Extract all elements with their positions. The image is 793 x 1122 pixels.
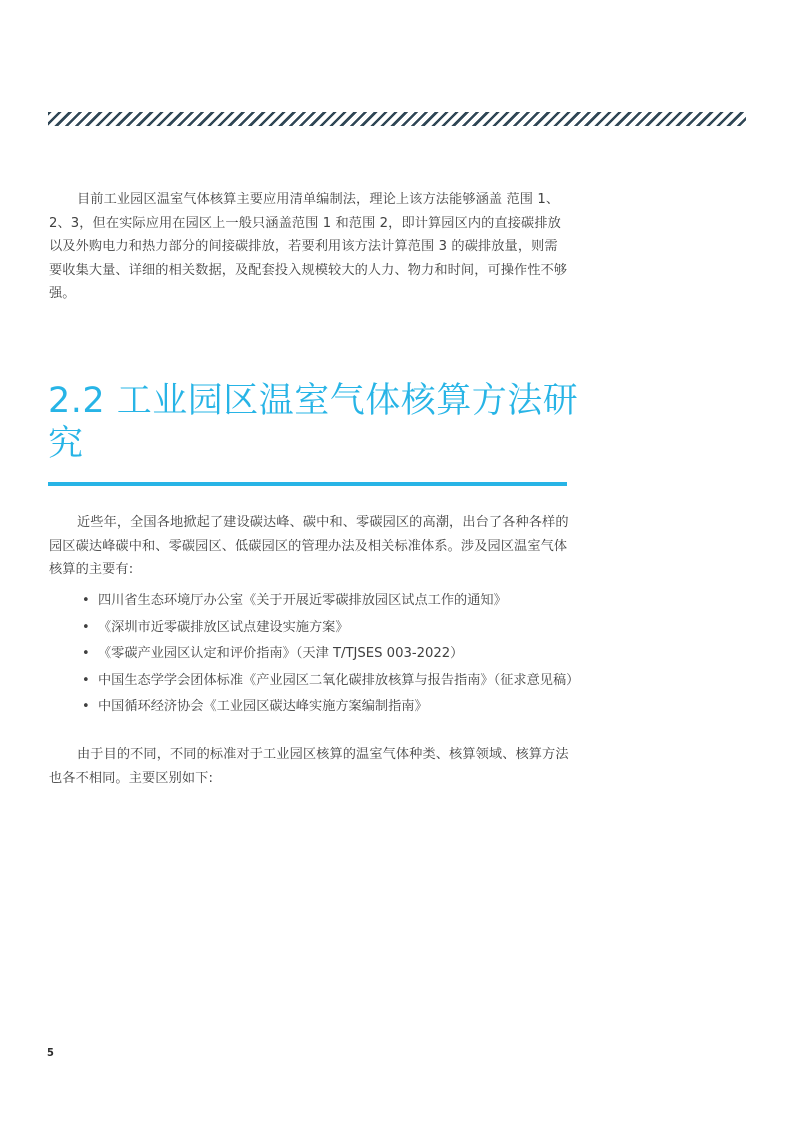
standards-list [49,590,579,723]
page-number: 5 [47,1046,54,1059]
list-item-text: 四川省生态环境厅办公室《关于开展近零碳排放园区试点工作的通知》 [98,593,507,608]
list-item-text: 《深圳市近零碳排放区试点建设实施方案》 [98,619,349,635]
header-hatch-band [48,112,746,126]
section-title: 2.2 工业园区温室气体核算方法研究 [48,381,579,464]
list-item [49,643,579,665]
bullet-icon: • [82,646,90,661]
intro-paragraph: 目前工业园区温室气体核算主要应用清单编制法，理论上该方法能够涵盖 范围 1、2、3，但在实际应用在园区上一般只涵盖范围 1 和范围 2，即计算园区内的直接碳排放以及外购电力和热力部分的间接碳排放，若要利用该方法计算范围 3 的碳排放量，则需要收集大量、详细的相关数据，及配套投入规模较大的人力、物力和时间，可操作性不够强。 [49,192,568,302]
list-item [49,670,579,692]
bullet-icon: • [82,672,90,688]
list-item [49,590,579,612]
bullet-icon: • [82,699,90,714]
bullet-icon: • [82,619,90,635]
section-paragraph: 近些年，全国各地掀起了建设碳达峰、碳中和、零碳园区的高潮，出台了各种各样的园区碳达峰碳中和、零碳园区、低碳园区的管理办法及相关标准体系。涉及园区温室气体核算的主要有: [49,515,569,578]
list-item-text: 中国循环经济协会《工业园区碳达峰实施方案编制指南》 [98,699,428,714]
list-item-text: 《零碳产业园区认定和评价指南》（天津 T/TJSES 003-2022） [98,646,464,661]
list-item [49,617,579,639]
closing-paragraph: 由于目的不同，不同的标准对于工业园区核算的温室气体种类、核算领域、核算方法也各不相同。主要区别如下: [49,747,569,786]
section-title-underline [48,482,567,486]
list-item [49,696,579,718]
bullet-icon: • [82,593,90,608]
list-item-text: 中国生态学学会团体标准《产业园区二氧化碳排放核算与报告指南》（征求意见稿） [98,672,580,688]
